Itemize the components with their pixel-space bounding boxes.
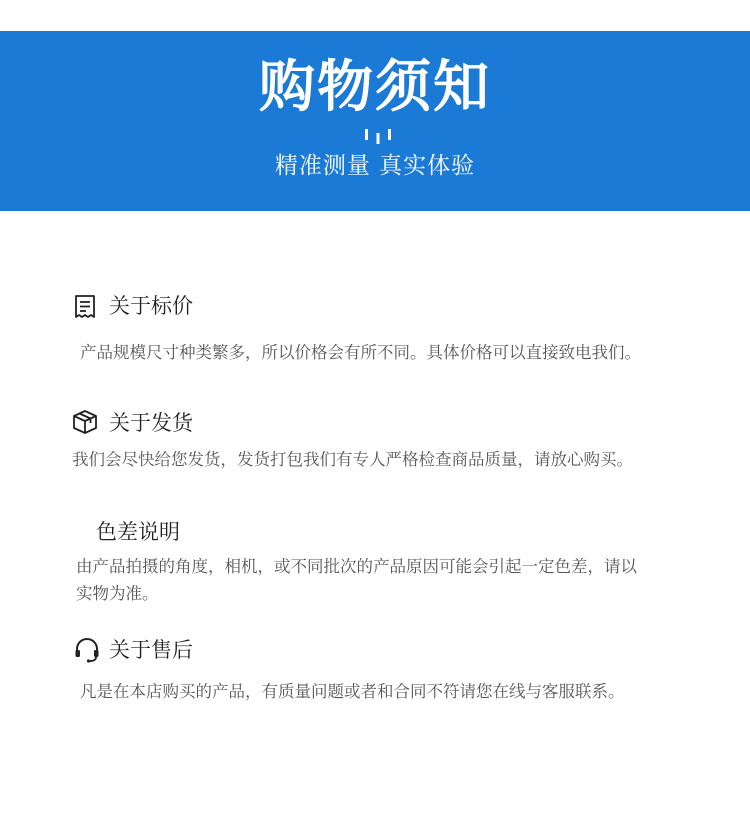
- section-title-color-difference: 色差说明: [96, 520, 180, 544]
- receipt-icon: [72, 294, 98, 320]
- section-body-color-difference-line1: 由产品拍摄的角度，相机，或不同批次的产品原因可能会引起一定色差，请以: [76, 557, 637, 576]
- section-body-after-sales: 凡是在本店购买的产品，有质量问题或者和合同不符请您在线与客服联系。: [80, 682, 625, 701]
- banner-subtitle: 精准测量 真实体验: [274, 153, 476, 179]
- headset-icon: [74, 637, 100, 663]
- section-body-color-difference-line2: 实物为准。: [76, 584, 159, 603]
- tick-marks-icon: [363, 127, 393, 145]
- box-icon: [72, 409, 98, 435]
- section-title-shipping: 关于发货: [109, 411, 193, 435]
- section-body-shipping: 我们会尽快给您发货，发货打包我们有专人严格检查商品质量，请放心购买。: [72, 450, 633, 469]
- banner-title: 购物须知: [259, 55, 491, 120]
- section-title-after-sales: 关于售后: [109, 638, 193, 662]
- header-banner: [0, 31, 750, 211]
- section-title-pricing: 关于标价: [109, 294, 193, 318]
- section-body-pricing: 产品规模尺寸种类繁多，所以价格会有所不同。具体价格可以直接致电我们。: [80, 343, 641, 362]
